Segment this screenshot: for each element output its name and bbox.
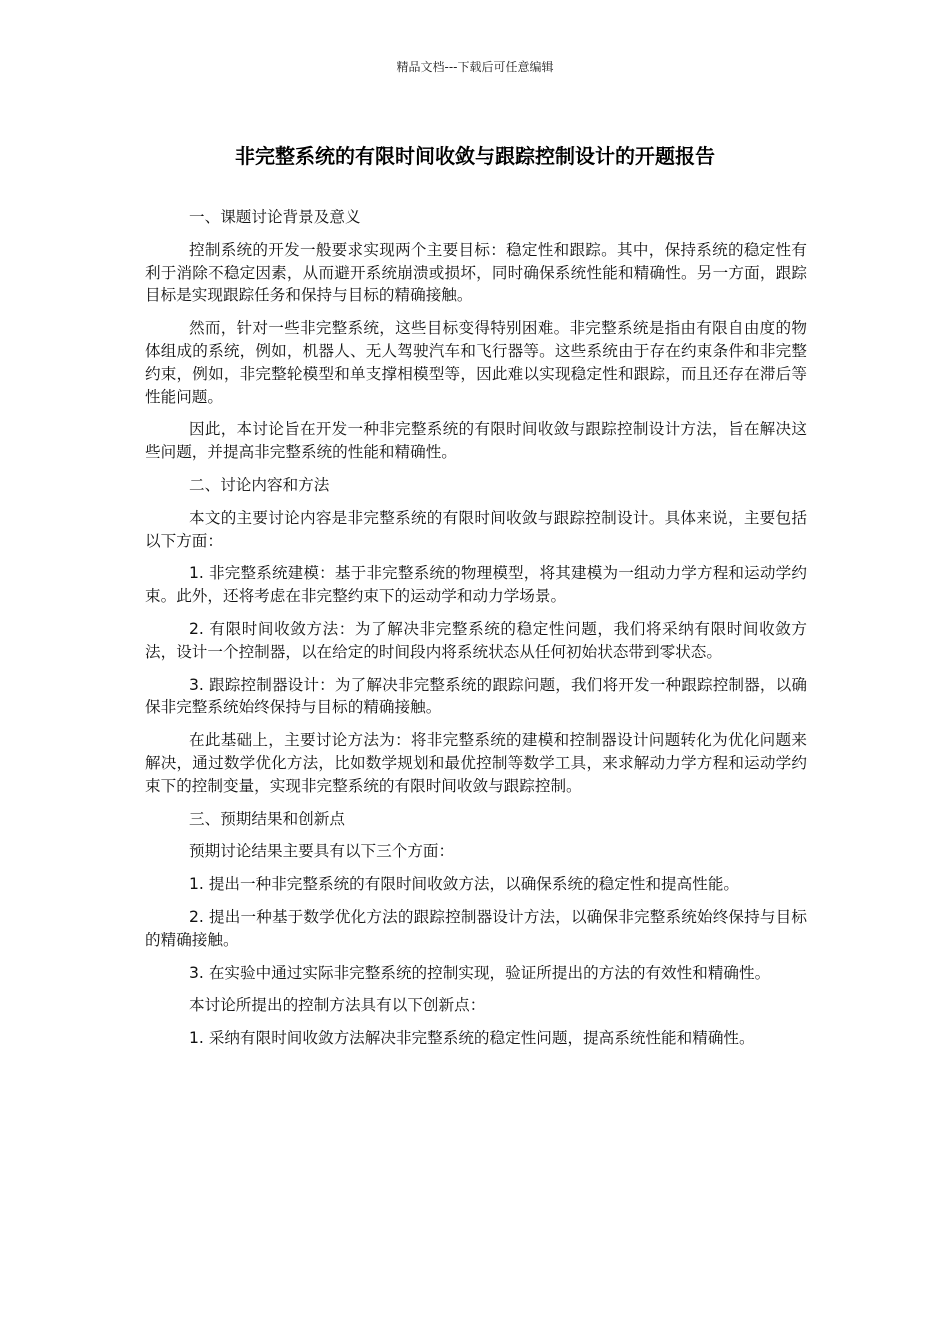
document-body	[145, 206, 807, 1060]
list-item: 3. 跟踪控制器设计：为了解决非完整系统的跟踪问题，我们将开发一种跟踪控制器，以确保非完整系统始终保持与目标的精确接触。	[145, 675, 807, 717]
list-item: 1. 非完整系统建模：基于非完整系统的物理模型，将其建模为一组动力学方程和运动学约束。此外，还将考虑在非完整约束下的运动学和动力学场景。	[145, 564, 807, 606]
list-item: 2. 有限时间收敛方法：为了解决非完整系统的稳定性问题，我们将采纳有限时间收敛方法，设计一个控制器，以在给定的时间段内将系统状态从任何初始状态带到零状态。	[145, 619, 807, 661]
page-header: 精品文档---下载后可任意编辑	[396, 60, 554, 74]
list-item: 1. 采纳有限时间收敛方法解决非完整系统的稳定性问题，提高系统性能和精确性。	[189, 1029, 755, 1048]
paragraph: 预期讨论结果主要具有以下三个方面：	[189, 842, 455, 861]
list-item: 1. 提出一种非完整系统的有限时间收敛方法，以确保系统的稳定性和提高性能。	[189, 875, 740, 894]
list-item: 3. 在实验中通过实际非完整系统的控制实现，验证所提出的方法的有效性和精确性。	[189, 963, 771, 982]
section-heading-content-methods: 二、讨论内容和方法	[189, 475, 330, 494]
list-item: 2. 提出一种基于数学优化方法的跟踪控制器设计方法，以确保非完整系统始终保持与目标的精确接触。	[145, 907, 807, 949]
paragraph: 控制系统的开发一般要求实现两个主要目标：稳定性和跟踪。其中，保持系统的稳定性有利于消除不稳定因素，从而避开系统崩溃或损坏，同时确保系统性能和精确性。另一方面，跟踪目标是实现跟踪任务和保持与目标的精确接触。	[145, 240, 807, 305]
document-title: 非完整系统的有限时间收敛与跟踪控制设计的开题报告	[235, 144, 715, 168]
paragraph: 然而，针对一些非完整系统，这些目标变得特别困难。非完整系统是指由有限自由度的物体组成的系统，例如，机器人、无人驾驶汽车和飞行器等。这些系统由于存在约束条件和非完整约束，例如，非完整轮模型和单支撑相模型等，因此难以实现稳定性和跟踪，而且还存在滞后等性能问题。	[145, 319, 807, 406]
paragraph: 因此，本讨论旨在开发一种非完整系统的有限时间收敛与跟踪控制设计方法，旨在解决这些问题，并提高非完整系统的性能和精确性。	[145, 420, 807, 462]
paragraph: 在此基础上，主要讨论方法为：将非完整系统的建模和控制器设计问题转化为优化问题来解决，通过数学优化方法，比如数学规划和最优控制等数学工具，来求解动力学方程和运动学约束下的控制变量，实现非完整系统的有限时间收敛与跟踪控制。	[145, 731, 807, 795]
section-heading-expected-results: 三、预期结果和创新点	[189, 809, 345, 828]
paragraph: 本文的主要讨论内容是非完整系统的有限时间收敛与跟踪控制设计。具体来说，主要包括以下方面：	[145, 508, 807, 550]
section-heading-background: 一、课题讨论背景及意义	[189, 208, 361, 226]
paragraph: 本讨论所提出的控制方法具有以下创新点：	[189, 996, 486, 1015]
